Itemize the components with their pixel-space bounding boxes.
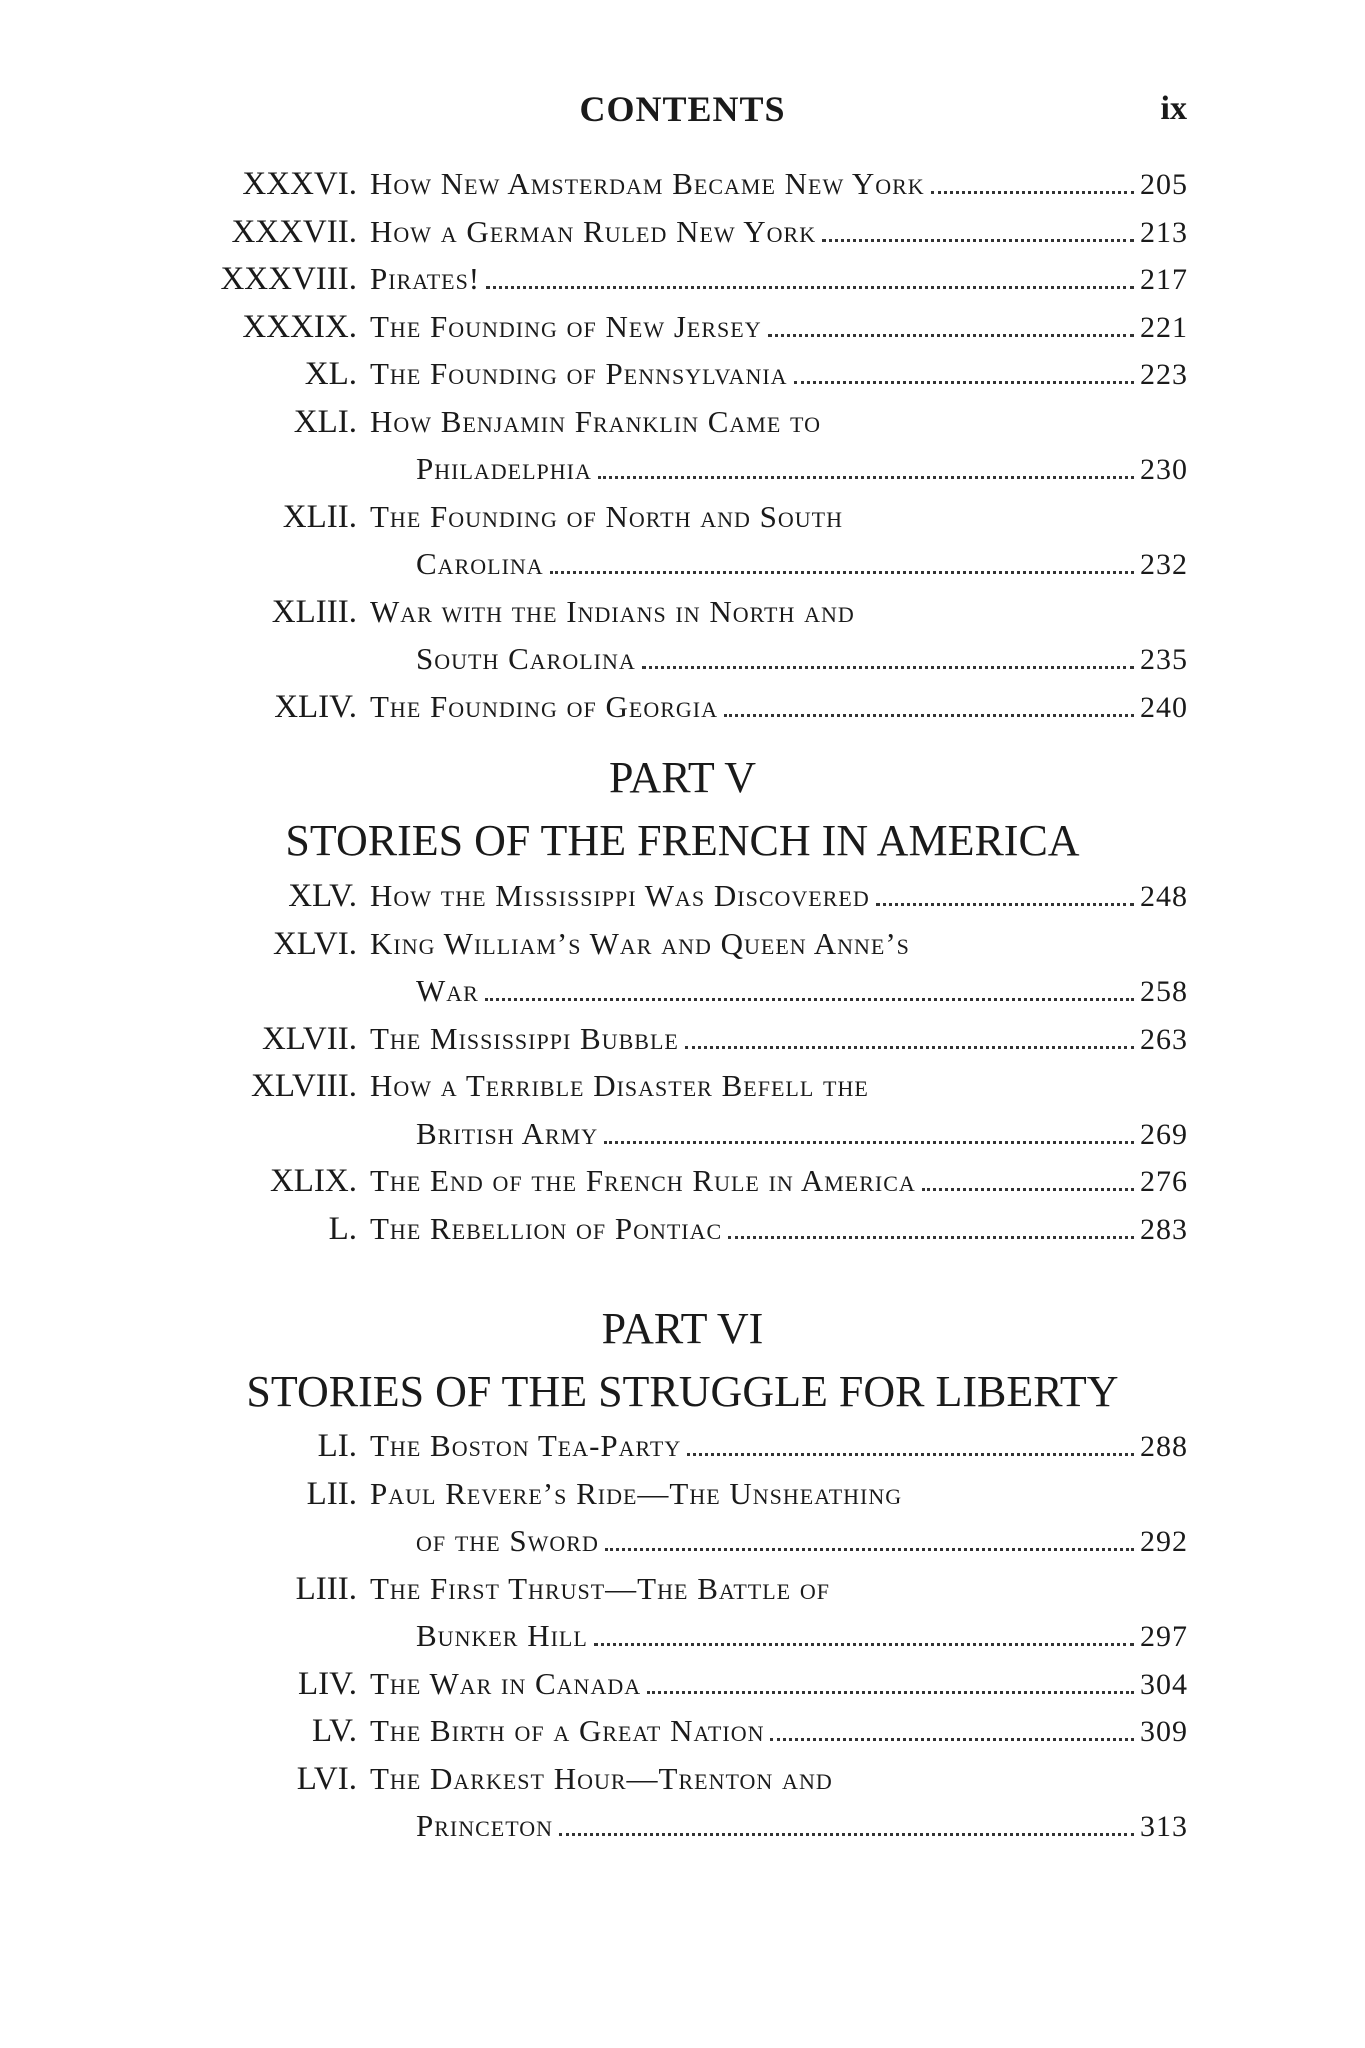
page-ref: 313 <box>1140 1810 1188 1843</box>
chapter-number: LII. <box>306 1475 357 1512</box>
toc-entry <box>0 1755 1365 1803</box>
chapter-title-leader <box>416 445 1188 493</box>
page-ref: 258 <box>1140 975 1188 1008</box>
page-ref: 221 <box>1140 310 1188 344</box>
dot-leader <box>724 713 1134 717</box>
page-ref: 205 <box>1140 168 1188 201</box>
chapter-title: The Founding of New Jersey <box>370 303 768 351</box>
chapter-title-continued: War <box>416 967 485 1015</box>
toc-entry-continuation <box>0 445 1365 493</box>
chapter-title-continued: Carolina <box>416 540 550 588</box>
toc-entry <box>0 398 1365 446</box>
chapter-title: The Rebellion of Pontiac <box>370 1205 728 1253</box>
page-ref: 304 <box>1140 1667 1188 1701</box>
toc-entry <box>0 1707 1365 1755</box>
chapter-title-leader <box>416 540 1188 588</box>
chapter-title: The War in Canada <box>370 1660 647 1708</box>
chapter-number: XLIII. <box>271 593 357 630</box>
toc-entry-continuation <box>0 1110 1365 1158</box>
page-ref: 230 <box>1140 453 1188 486</box>
chapter-title-continued: South Carolina <box>416 635 642 683</box>
dot-leader <box>922 1187 1134 1191</box>
chapter-title: Paul Revere’s Ride—The Unsheathing <box>370 1475 903 1511</box>
dot-leader <box>931 190 1134 194</box>
page-ref: 217 <box>1140 263 1188 296</box>
toc-entry <box>0 588 1365 636</box>
chapter-title-leader <box>416 1517 1188 1565</box>
chapter-title: How New Amsterdam Became New York <box>370 160 931 208</box>
page-ref: 297 <box>1140 1620 1188 1653</box>
toc-entry <box>0 303 1365 351</box>
chapter-title: The Mississippi Bubble <box>370 1015 685 1063</box>
chapter-title-leader <box>370 1422 1188 1470</box>
dot-leader <box>768 333 1134 337</box>
chapter-title-continued: British Army <box>416 1110 604 1158</box>
chapter-number: XLI. <box>293 403 357 440</box>
page-number: ix <box>1160 90 1187 127</box>
dot-leader <box>485 997 1134 1001</box>
chapter-title-leader <box>370 872 1188 920</box>
chapter-title-leader <box>370 160 1188 208</box>
chapter-title: How a Terrible Disaster Befell the <box>370 1068 869 1103</box>
chapter-title-leader <box>370 1660 1188 1708</box>
page-ref: 213 <box>1140 215 1188 249</box>
dot-leader <box>647 1690 1134 1694</box>
chapter-title-continued: Bunker Hill <box>416 1612 594 1660</box>
chapter-number: XLIV. <box>274 688 357 725</box>
chapter-number: LIII. <box>295 1570 357 1607</box>
toc-entry <box>0 255 1365 303</box>
chapter-number: XLVIII. <box>250 1068 357 1104</box>
chapter-title: The Founding of Pennsylvania <box>370 350 794 398</box>
chapter-title-leader <box>416 1802 1188 1850</box>
dot-leader <box>687 1452 1134 1456</box>
chapter-number: XL. <box>304 356 357 392</box>
page-ref: 240 <box>1140 690 1188 724</box>
chapter-title: The End of the French Rule in America <box>370 1157 922 1205</box>
page-ref: 288 <box>1140 1430 1188 1463</box>
chapter-number: XLIX. <box>269 1163 357 1199</box>
chapter-title-leader <box>370 1015 1188 1063</box>
chapter-title-leader <box>370 255 1188 303</box>
chapter-number: LIV. <box>298 1665 357 1702</box>
chapter-title-leader <box>370 208 1188 256</box>
page-ref: 292 <box>1140 1525 1188 1558</box>
toc-entry-continuation <box>0 967 1365 1015</box>
dot-leader <box>728 1235 1134 1239</box>
part-label: PART VI <box>601 1304 764 1353</box>
chapter-number: LVI. <box>296 1760 357 1797</box>
chapter-title-leader <box>370 350 1188 398</box>
toc-entry <box>0 1660 1365 1708</box>
toc-entry <box>0 1422 1365 1470</box>
chapter-number: XXXVIII. <box>220 261 357 297</box>
page-ref: 276 <box>1140 1165 1188 1198</box>
chapter-number: L. <box>328 1210 357 1247</box>
page-title: CONTENTS <box>579 89 786 129</box>
toc-entry-continuation <box>0 1517 1365 1565</box>
chapter-title-leader <box>370 683 1188 731</box>
dot-leader <box>770 1737 1134 1741</box>
toc-entry <box>0 1470 1365 1518</box>
chapter-title: How the Mississippi Was Discovered <box>370 872 876 920</box>
toc-entry <box>0 1015 1365 1063</box>
chapter-title: The Founding of Georgia <box>370 683 724 731</box>
chapter-number: LV. <box>312 1713 357 1749</box>
chapter-title: The Birth of a Great Nation <box>370 1707 770 1755</box>
dot-leader <box>604 1140 1134 1144</box>
chapter-title-continued: Princeton <box>416 1802 559 1850</box>
page-ref: 248 <box>1140 880 1188 913</box>
chapter-title: Pirates! <box>370 255 486 303</box>
dot-leader <box>642 665 1134 669</box>
dot-leader <box>876 902 1134 906</box>
chapter-title: The Darkest Hour—Trenton and <box>370 1760 833 1796</box>
dot-leader <box>550 570 1134 574</box>
chapter-title-leader <box>416 635 1188 683</box>
chapter-title: How a German Ruled New York <box>370 208 822 256</box>
page-ref: 309 <box>1140 1715 1188 1748</box>
chapter-title-leader <box>416 1612 1188 1660</box>
toc-entry-continuation <box>0 635 1365 683</box>
chapter-title: War with the Indians in North and <box>370 593 855 629</box>
part-title: STORIES OF THE STRUGGLE FOR LIBERTY <box>246 1367 1119 1416</box>
toc-entry <box>0 1157 1365 1205</box>
chapter-title-continued: of the Sword <box>416 1517 605 1565</box>
chapter-number: XXXVI. <box>242 166 357 202</box>
toc-entry <box>0 350 1365 398</box>
toc-entry <box>0 683 1365 731</box>
chapter-title: King William’s War and Queen Anne’s <box>370 925 910 961</box>
dot-leader <box>605 1547 1134 1551</box>
part-title: STORIES OF THE FRENCH IN AMERICA <box>285 816 1080 865</box>
toc-entry <box>0 1565 1365 1613</box>
chapter-number: XLVI. <box>272 925 357 962</box>
dot-leader <box>594 1642 1134 1646</box>
toc-entry <box>0 1205 1365 1253</box>
toc-entry-continuation <box>0 540 1365 588</box>
page-ref: 269 <box>1140 1117 1188 1151</box>
chapter-title-leader <box>370 303 1188 351</box>
running-head <box>0 88 1365 138</box>
dot-leader <box>685 1045 1134 1049</box>
dot-leader <box>486 285 1134 289</box>
chapter-title-leader <box>370 1707 1188 1755</box>
dot-leader <box>794 380 1134 384</box>
page-ref: 232 <box>1140 548 1188 581</box>
chapter-number: XXXVII. <box>231 213 357 250</box>
chapter-number: XLV. <box>288 878 357 914</box>
chapter-title: The First Thrust—The Battle of <box>370 1570 830 1606</box>
toc-entry <box>0 160 1365 208</box>
toc-entry-continuation <box>0 1612 1365 1660</box>
page-ref: 283 <box>1140 1212 1188 1246</box>
dot-leader <box>822 238 1134 242</box>
chapter-title: The Boston Tea-Party <box>370 1422 687 1470</box>
chapter-title-leader <box>370 1157 1188 1205</box>
chapter-title-continued: Philadelphia <box>416 445 598 493</box>
toc-entry <box>0 920 1365 968</box>
chapter-title: The Founding of North and South <box>370 498 843 534</box>
toc-entry-continuation <box>0 1802 1365 1850</box>
toc-entry <box>0 872 1365 920</box>
chapter-title-leader <box>416 1110 1188 1158</box>
toc-entry <box>0 208 1365 256</box>
page-ref: 235 <box>1140 643 1188 676</box>
toc-entry <box>0 493 1365 541</box>
chapter-title: How Benjamin Franklin Came to <box>370 403 821 439</box>
part-label: PART V <box>609 753 756 802</box>
dot-leader <box>598 475 1134 479</box>
chapter-number: LI. <box>317 1428 357 1464</box>
chapter-number: XLII. <box>282 498 357 535</box>
chapter-number: XXXIX. <box>242 308 357 345</box>
toc-entry <box>0 1062 1365 1110</box>
chapter-number: XLVII. <box>261 1020 357 1057</box>
chapter-title-leader <box>416 967 1188 1015</box>
dot-leader <box>559 1832 1134 1836</box>
page-ref: 263 <box>1140 1022 1188 1056</box>
chapter-title-leader <box>370 1205 1188 1253</box>
page-ref: 223 <box>1140 358 1188 391</box>
